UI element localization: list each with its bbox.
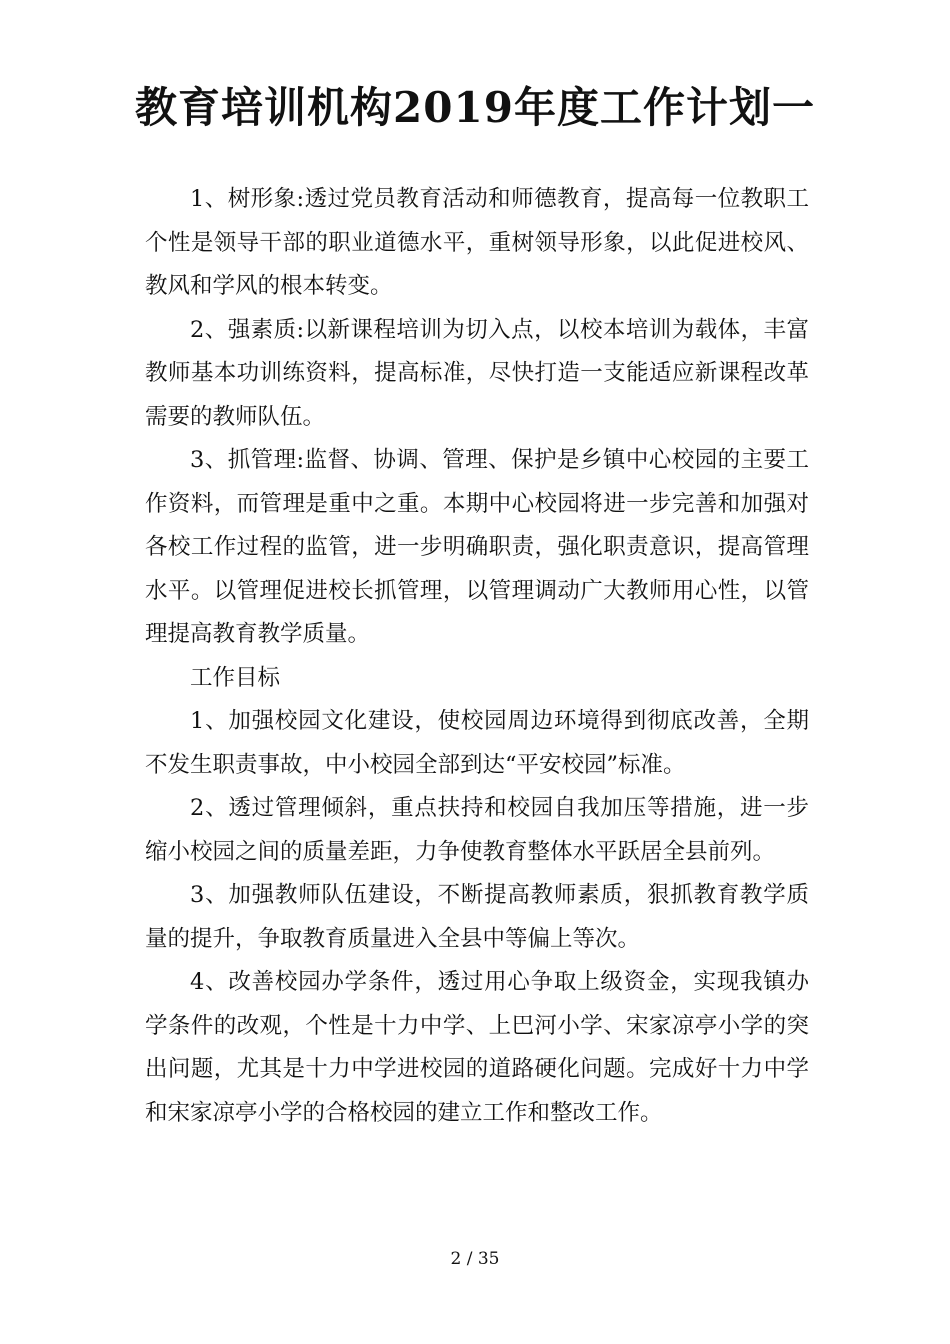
goal-item-4: 4、改善校园办学条件，透过用心争取上级资金，实现我镇办学条件的改观，个性是十力中学、上巴河小学、宋家凉亭小学的突出问题，尤其是十力中学进校园的道路硬化问题。完成好十力中学和宋家凉亭小学的合格校园的建立工作和整改工作。 bbox=[145, 969, 809, 1126]
section-heading-work-goals: 工作目标 bbox=[190, 664, 281, 691]
paragraph-shu-xingxiang: 1、树形象:透过党员教育活动和师德教育，提高每一位教职工个性是领导干部的职业道德水平，重树领导形象，以此促进校风、教风和学风的根本转变。 bbox=[145, 186, 809, 299]
paragraph-zhua-guanli: 3、抓管理:监督、协调、管理、保护是乡镇中心校园的主要工作资料，而管理是重中之重。本期中心校园将进一步完善和加强对各校工作过程的监管，进一步明确职责，强化职责意识，提高管理水平。以管理促进校长抓管理，以管理调动广大教师用心性，以管理提高教育教学质量。 bbox=[145, 447, 809, 647]
paragraph-qiang-suzhi: 2、强素质:以新课程培训为切入点，以校本培训为载体，丰富教师基本功训练资料，提高标准，尽快打造一支能适应新课程改革需要的教师队伍。 bbox=[145, 316, 809, 430]
goal-item-2: 2、透过管理倾斜，重点扶持和校园自我加压等措施，进一步缩小校园之间的质量差距，力争使教育整体水平跃居全县前列。 bbox=[145, 795, 809, 865]
document-body bbox=[145, 178, 809, 1135]
goal-item-3: 3、加强教师队伍建设，不断提高教师素质，狠抓教育教学质量的提升，争取教育质量进入全县中等偏上等次。 bbox=[145, 882, 809, 952]
goal-item-1: 1、加强校园文化建设，使校园周边环境得到彻底改善，全期不发生职责事故，中小校园全部到达“平安校园”标准。 bbox=[145, 708, 809, 778]
document-title: 教育培训机构2019年度工作计划一 bbox=[135, 83, 815, 132]
page-number: 2 / 35 bbox=[450, 1249, 500, 1269]
